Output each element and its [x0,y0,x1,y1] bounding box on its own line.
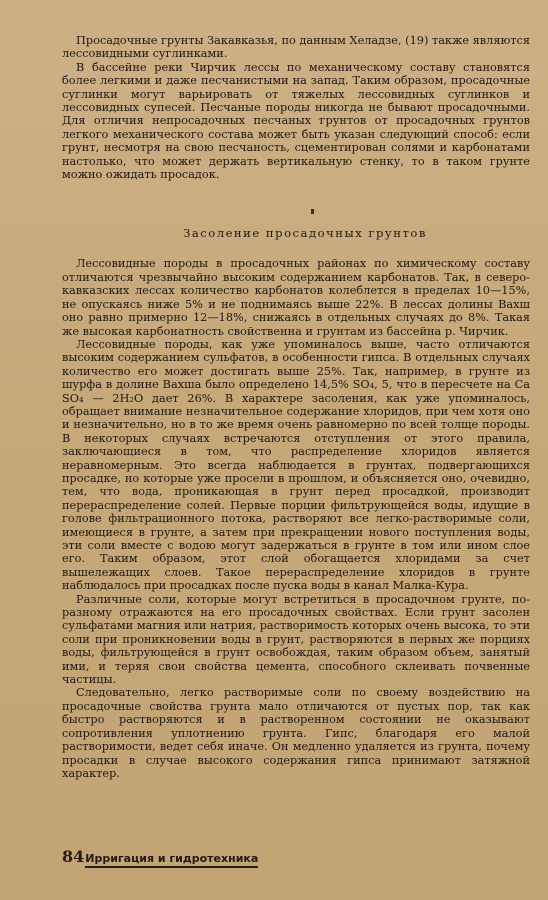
paragraph: В бассейне реки Чирчик лессы по механическому составу становятся более легкими и даже песчанистыми на запад. Таким образом, просадочные суглинки могут варьировать от тяжелых лессовидных суглинков и лессовидных супесей. Песчаные породы никогда не бывают просадочными. Для отличия непросадочных песчаных грунтов от просадочных грунтов легкого механического состава может быть указан следующий способ: если грунт, несмотря на свою песчаность, сцементирован солями и карбонатами настолько, что может держать вертикальную стенку, то в таком грунте можно ожидать просадок. [62,60,530,182]
journal-title: Ирригация и гидротехника [85,852,258,868]
paragraph: Следовательно, легко растворимые соли по своему воздействию на просадочные свойства грунта мало отличаются от пустых пор, так как быстро растворяются и в растворенном состоянии не оказывают сопротивления уплотнению грунта. Гипс, благодаря его малой растворимости, ведет себя иначе. Он медленно удаляется из грунта, почему просадки в случае высокого содержания гипса принимают затяжной характер. [62,686,530,780]
paragraph: Лессовидные породы в просадочных районах по химическому составу отличаются чрезвычайно высоким содержанием карбонатов. Так, в северо-кавказских лессах количество карбонатов колеблется в пределах 10—15%, не опускаясь ниже 5% и не поднимаясь выше 22%. В лессах долины Вахш оно равно примерно 12—18%, снижаясь в отдельных случаях до 8%. Такая же высокая карбонатность свойственна и грунтам из бассейна р. Чирчик. [62,257,530,338]
section-heading: Засоление просадочных грунтов [183,226,427,241]
paragraph: Лессовидные породы, как уже упоминалось выше, часто отличаются высоким содержанием сульфатов, в особенности гипса. В отдельных случаях количество его может достигать выше 25%. Так, например, в грунте из шурфа в долине Вахша было определено 14,5% SO₄, 5, что в пересчете на Ca SO₄ — 2H₂O дает 26%. В характере засоления, как уже упоминалось, обращает внимание незначительное содержание хлоридов, при чем хотя оно и незначительно, но в то же время очень равномерно по всей толще породы. В некоторых случаях встречаются отступления от этого правила, заключающиеся в том, что распределение хлоридов является неравномерным. Это всегда наблюдается в грунтах, подвергающихся просадке, но которые уже просели в прошлом, и объясняется оно, очевидно, тем, что вода, проникающая в грунт перед просадкой, производит перераспределение солей. Первые порции фильтрующейся воды, идущие в голове фильтрационного потока, растворяют все легко-растворимые соли, имеющиеся в грунте, а затем при прекращении нового поступления воды, эти соли вместе с водою могут задержаться в грунте в том или ином слое его. Таким образом, этот слой обогащается хлоридами за счет вышележащих слоев. Такое перераспределение хлоридов в грунте наблюдалось при просадках после пуска воды в канал Малка-Кура. [62,337,530,593]
paragraph: Различные соли, которые могут встретиться в просадочном грунте, по-разному отражаются на его просадочных свойствах. Если грунт засолен сульфатами магния или натрия, растворимость которых очень высока, то эти соли при проникновении воды в грунт, растворяются в первых же порциях воды, фильтрующейся в грунт освобождая, таким образом объем, занятый ими, и теряя свои свойства цемента, способного склеивать почвенные частицы. [62,592,530,687]
section-heading-block [62,209,530,241]
page-content [62,34,530,780]
paragraph: Просадочные грунты Закавказья, по данным Хеладзе, (19) также являются лессовидными суглинками. [62,34,530,61]
section-marker [311,209,314,214]
page-number: 84 [62,847,85,866]
page-footer [62,847,258,866]
section-gap [62,181,530,209]
